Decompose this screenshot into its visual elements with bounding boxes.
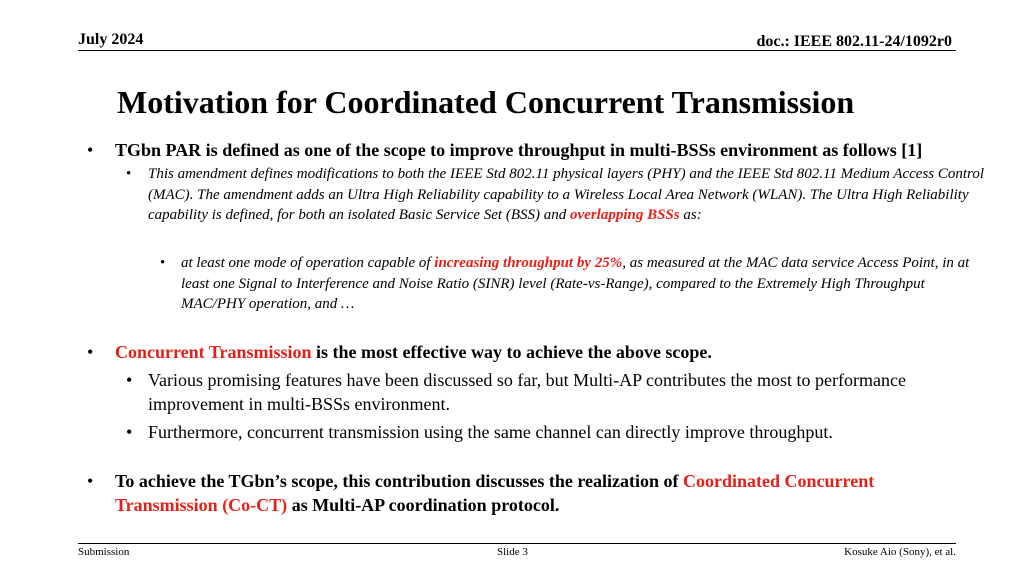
header-divider [78,50,956,51]
bullet-marker: • [160,255,166,271]
amendment-text-a: This amendment defines modifications to both the IEEE Std 802.11 physical layers (PHY) and the IEEE Std 802.11 Medium Access Control (MAC). The amendment adds an Ultra High Reliability capability to a Wireless Local Area Network (WLAN). The Ultra High Reliability capability is defined, for both an isolated Basic Service Set (BSS) and [148,166,984,223]
highlight-throughput-25: increasing throughput by 25% [434,255,623,271]
bullet-marker: • [126,370,133,390]
bullet-amendment-quote [148,164,1003,226]
bullet-marker: • [87,342,94,362]
bullet-same-channel: Furthermore, concurrent transmission using the same channel can directly improve throughput. [148,422,833,442]
slide-title: Motivation for Coordinated Concurrent Transmission [117,84,855,120]
amendment-text-b: as: [679,207,702,223]
footer-slide-number: Slide 3 [497,546,528,558]
concurrent-transmission-text: is the most effective way to achieve the above scope. [311,342,712,362]
co-ct-text-b: as Multi-AP coordination protocol. [287,495,560,515]
bullet-marker: • [87,140,94,160]
footer-submission: Submission [78,546,130,558]
highlight-concurrent-transmission: Concurrent Transmission [115,342,312,362]
co-ct-text-a: To achieve the TGbn’s scope, this contribution discusses the realization of [115,471,684,491]
requirement-text-a: at least one mode of operation capable of [181,255,435,271]
header-date: July 2024 [78,31,144,48]
bullet-co-ct [115,469,935,517]
bullet-concurrent-transmission [115,340,995,364]
highlight-co-ct: Coordinated Concurrent Transmission (Co-CT) [115,471,875,515]
bullet-multi-ap: Various promising features have been discussed so far, but Multi-AP contributes the most to performance improvement in multi-BSSs environment. [148,370,906,414]
footer-author: Kosuke Aio (Sony), et al. [844,546,956,558]
footer-divider [78,543,956,544]
bullet-marker: • [126,422,133,442]
highlight-overlapping-bsss: overlapping BSSs [570,207,680,223]
requirement-text-b: , as measured at the MAC data service Access Point, in at least one Signal to Interference and Noise Ratio (SINR) level (Rate-vs-Range), compared to the Extremely High Throughput MAC/PHY operation, and … [181,255,970,312]
bullet-marker: • [126,166,132,182]
bullet-throughput-requirement [181,253,981,315]
bullet-tgbn-par: TGbn PAR is defined as one of the scope to improve throughput in multi-BSSs environment as follows [1] [115,140,923,160]
bullet-marker: • [87,471,94,491]
header-doc-id: doc.: IEEE 802.11-24/1092r0 [756,33,952,50]
